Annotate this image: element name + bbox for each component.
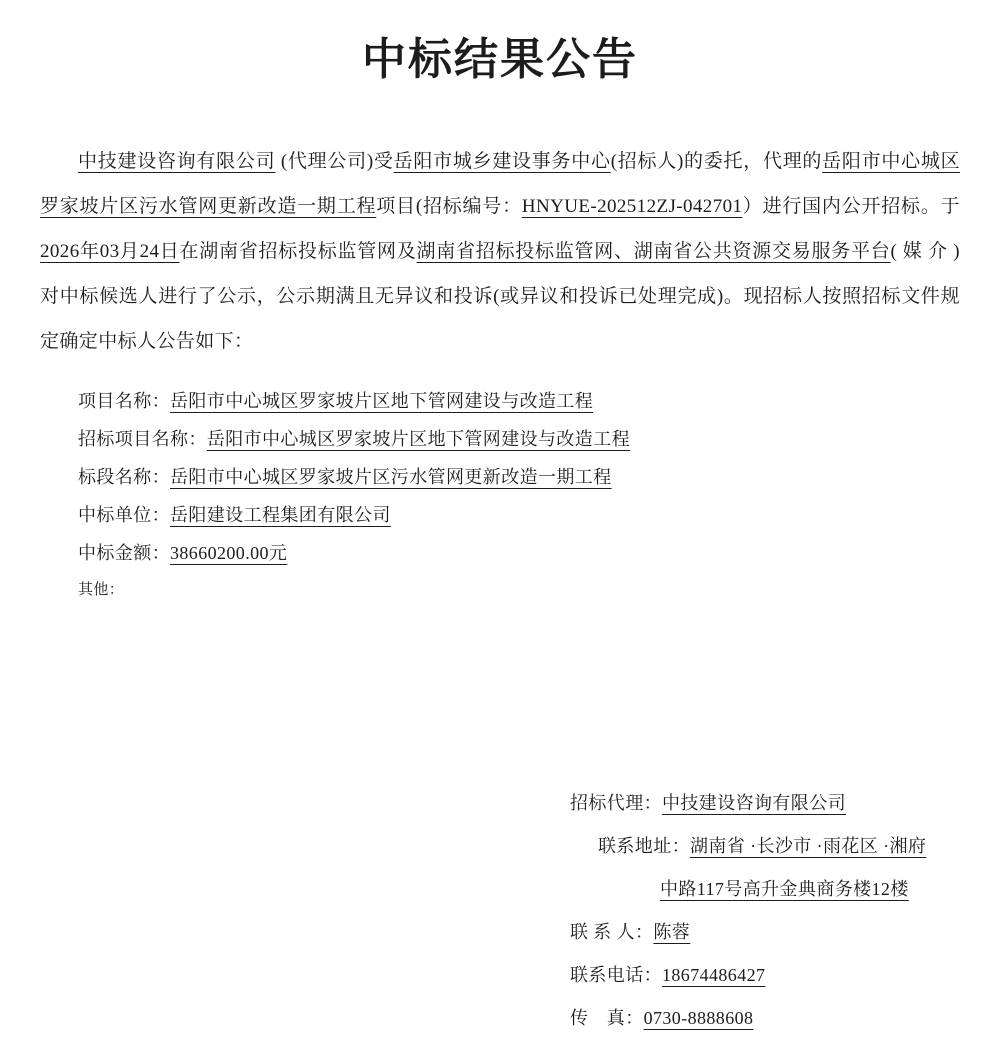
contact-value: 0730-8888608: [643, 1008, 754, 1028]
contact-value: 中路117号高升金典商务楼12楼: [660, 879, 909, 899]
contact-address-line-2: [660, 868, 926, 911]
contact-person: [570, 911, 926, 954]
detail-other: [78, 572, 960, 608]
contact-value: 18674486427: [662, 965, 766, 985]
detail-value: 岳阳市中心城区罗家坡片区地下管网建设与改造工程: [170, 390, 594, 411]
page-title: 中标结果公告: [362, 35, 638, 84]
contact-value: 湖南省 ·长沙市 ·雨花区 ·湘府: [690, 836, 927, 856]
paragraph-text: (招标人)的委托，代理的: [610, 150, 823, 172]
detail-label: 中标单位：: [78, 504, 170, 525]
paragraph-text: ）进行国内公开招标。于: [742, 195, 960, 217]
paragraph-text: ( 媒 介 )对中标候选人进行了公示，公示期满且无异议和投诉(或异议和投诉已处理完成)。现招标人按照招标文件规定确定中标人公告如下：: [40, 240, 961, 352]
contact-label: 传 真：: [570, 1008, 644, 1028]
contact-value: 陈蓉: [653, 922, 691, 942]
detail-label: 标段名称：: [78, 466, 170, 487]
detail-label: 招标项目名称：: [78, 428, 207, 449]
detail-project-name: [78, 382, 960, 420]
contact-label: 联系地址：: [598, 836, 690, 856]
detail-section-name: [78, 458, 960, 496]
contact-label: 联 系 人：: [570, 922, 654, 942]
detail-winning-bidder: [78, 496, 960, 534]
detail-value: 岳阳建设工程集团有限公司: [170, 504, 391, 525]
detail-value: 岳阳市中心城区罗家坡片区地下管网建设与改造工程: [206, 428, 631, 449]
contact-address-line-1: [598, 825, 926, 868]
bid-details-list: [78, 382, 960, 608]
detail-tender-project-name: [78, 420, 960, 458]
contact-phone: [570, 954, 926, 997]
detail-winning-amount: [78, 534, 960, 572]
contact-fax: [570, 997, 926, 1040]
announcement-paragraph: [40, 139, 960, 364]
publicity-date: 2026年03月24日: [40, 240, 180, 262]
agency-name: 中技建设咨询有限公司: [78, 150, 276, 172]
detail-label: 其他：: [78, 581, 125, 598]
detail-label: 中标金额：: [78, 542, 170, 563]
contact-agent: [570, 782, 926, 825]
contact-block: [570, 782, 926, 1040]
project-name-inline: 岳阳市中心城区罗家坡片区污水管网更新改造一期工程: [40, 150, 960, 217]
tenderer-name: 岳阳市城乡建设事务中心: [393, 150, 611, 172]
detail-value: 岳阳市中心城区罗家坡片区污水管网更新改造一期工程: [170, 466, 612, 487]
tender-number: HNYUE-202512ZJ-042701: [521, 195, 743, 217]
media-platforms: 湖南省招标投标监管网、湖南省公共资源交易服务平台: [416, 240, 891, 262]
detail-label: 项目名称：: [78, 390, 170, 411]
contact-label: 招标代理：: [570, 793, 662, 813]
detail-value: 38660200.00元: [170, 542, 288, 563]
contact-label: 联系电话：: [570, 965, 662, 985]
paragraph-text: (代理公司)受: [275, 150, 394, 172]
contact-value: 中技建设咨询有限公司: [662, 793, 846, 813]
paragraph-text: 项目(招标编号：: [376, 195, 522, 217]
paragraph-text: 在湖南省招标投标监管网及: [179, 240, 417, 262]
